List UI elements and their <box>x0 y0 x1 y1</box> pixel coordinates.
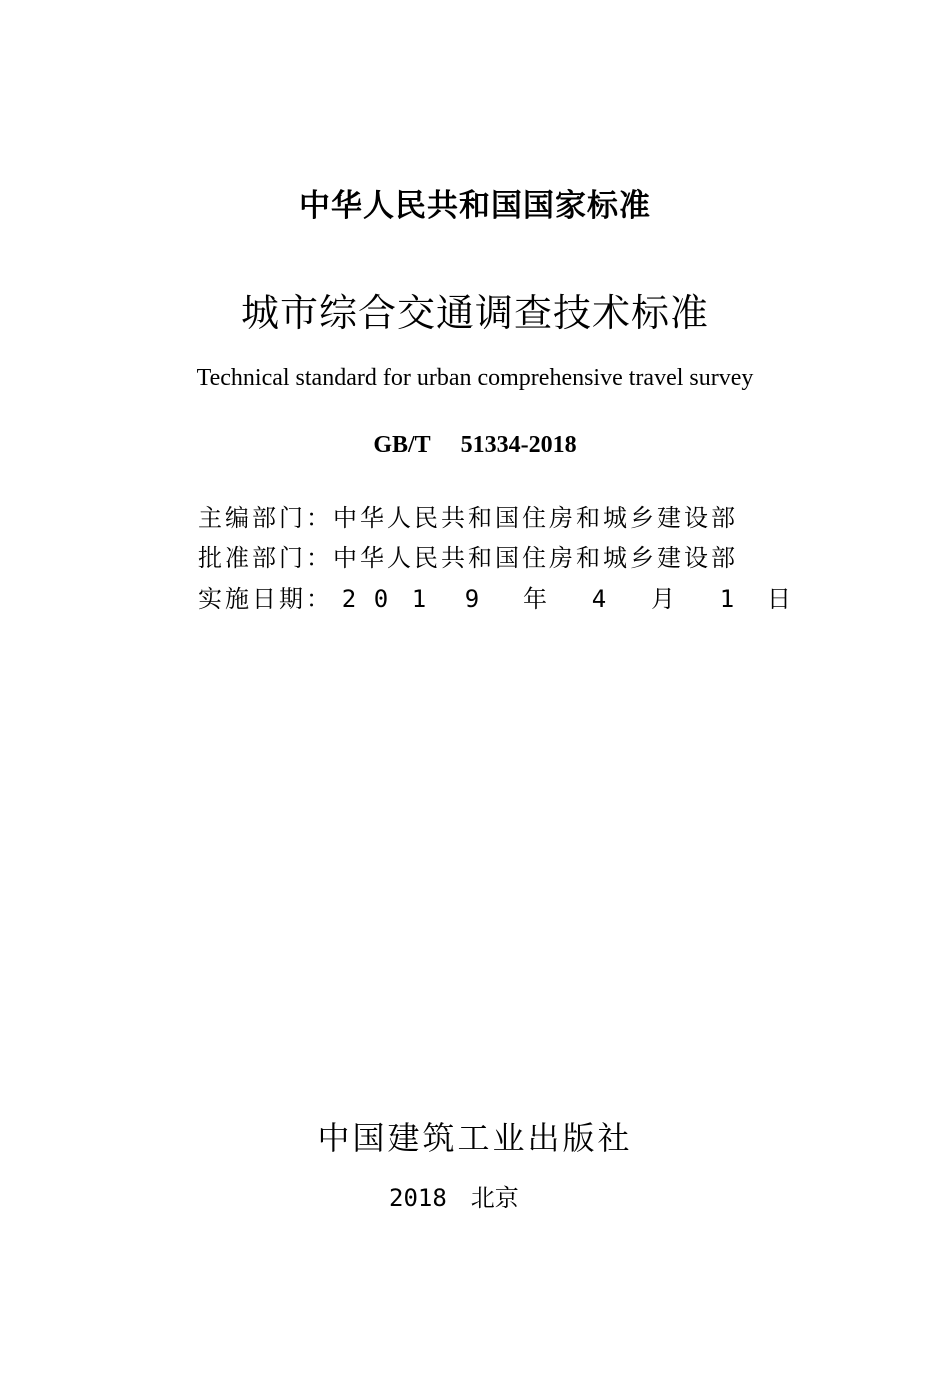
implementation-date-row <box>198 579 799 614</box>
standard-category-heading: 中华人民共和国国家标准 <box>299 188 651 224</box>
editing-department-row <box>198 498 738 533</box>
approving-department-value: 中华人民共和国住房和城乡建设部 <box>333 544 738 572</box>
publisher-name: 中国建筑工业出版社 <box>317 1119 633 1157</box>
approving-department-label: 批准部门： <box>198 544 333 572</box>
date-character: 月 <box>651 585 675 613</box>
document-title-chinese: 城市综合交通调查技术标准 <box>240 291 709 335</box>
approving-department-row <box>198 538 738 573</box>
date-character: 2 <box>341 585 357 613</box>
implementation-date-label: 实施日期： <box>198 585 333 613</box>
date-character: 4 <box>591 585 607 613</box>
standard-code-prefix: GB/T <box>373 432 431 458</box>
editing-department-value: 中华人民共和国住房和城乡建设部 <box>333 504 738 532</box>
implementation-date-value <box>333 585 799 613</box>
date-character: 0 <box>373 585 389 613</box>
date-character: 1 <box>719 585 735 613</box>
document-title-english: Technical standard for urban comprehensive travel survey <box>196 365 754 391</box>
standard-code-number: 51334-2018 <box>460 432 577 458</box>
date-character: 1 <box>411 585 427 613</box>
date-character: 年 <box>523 585 547 613</box>
standard-code <box>0 432 950 459</box>
editing-department-label: 主编部门： <box>198 504 333 532</box>
publication-year-place: 2018 北京 <box>389 1184 519 1212</box>
date-character: 日 <box>767 585 791 613</box>
date-character: 9 <box>464 585 480 613</box>
